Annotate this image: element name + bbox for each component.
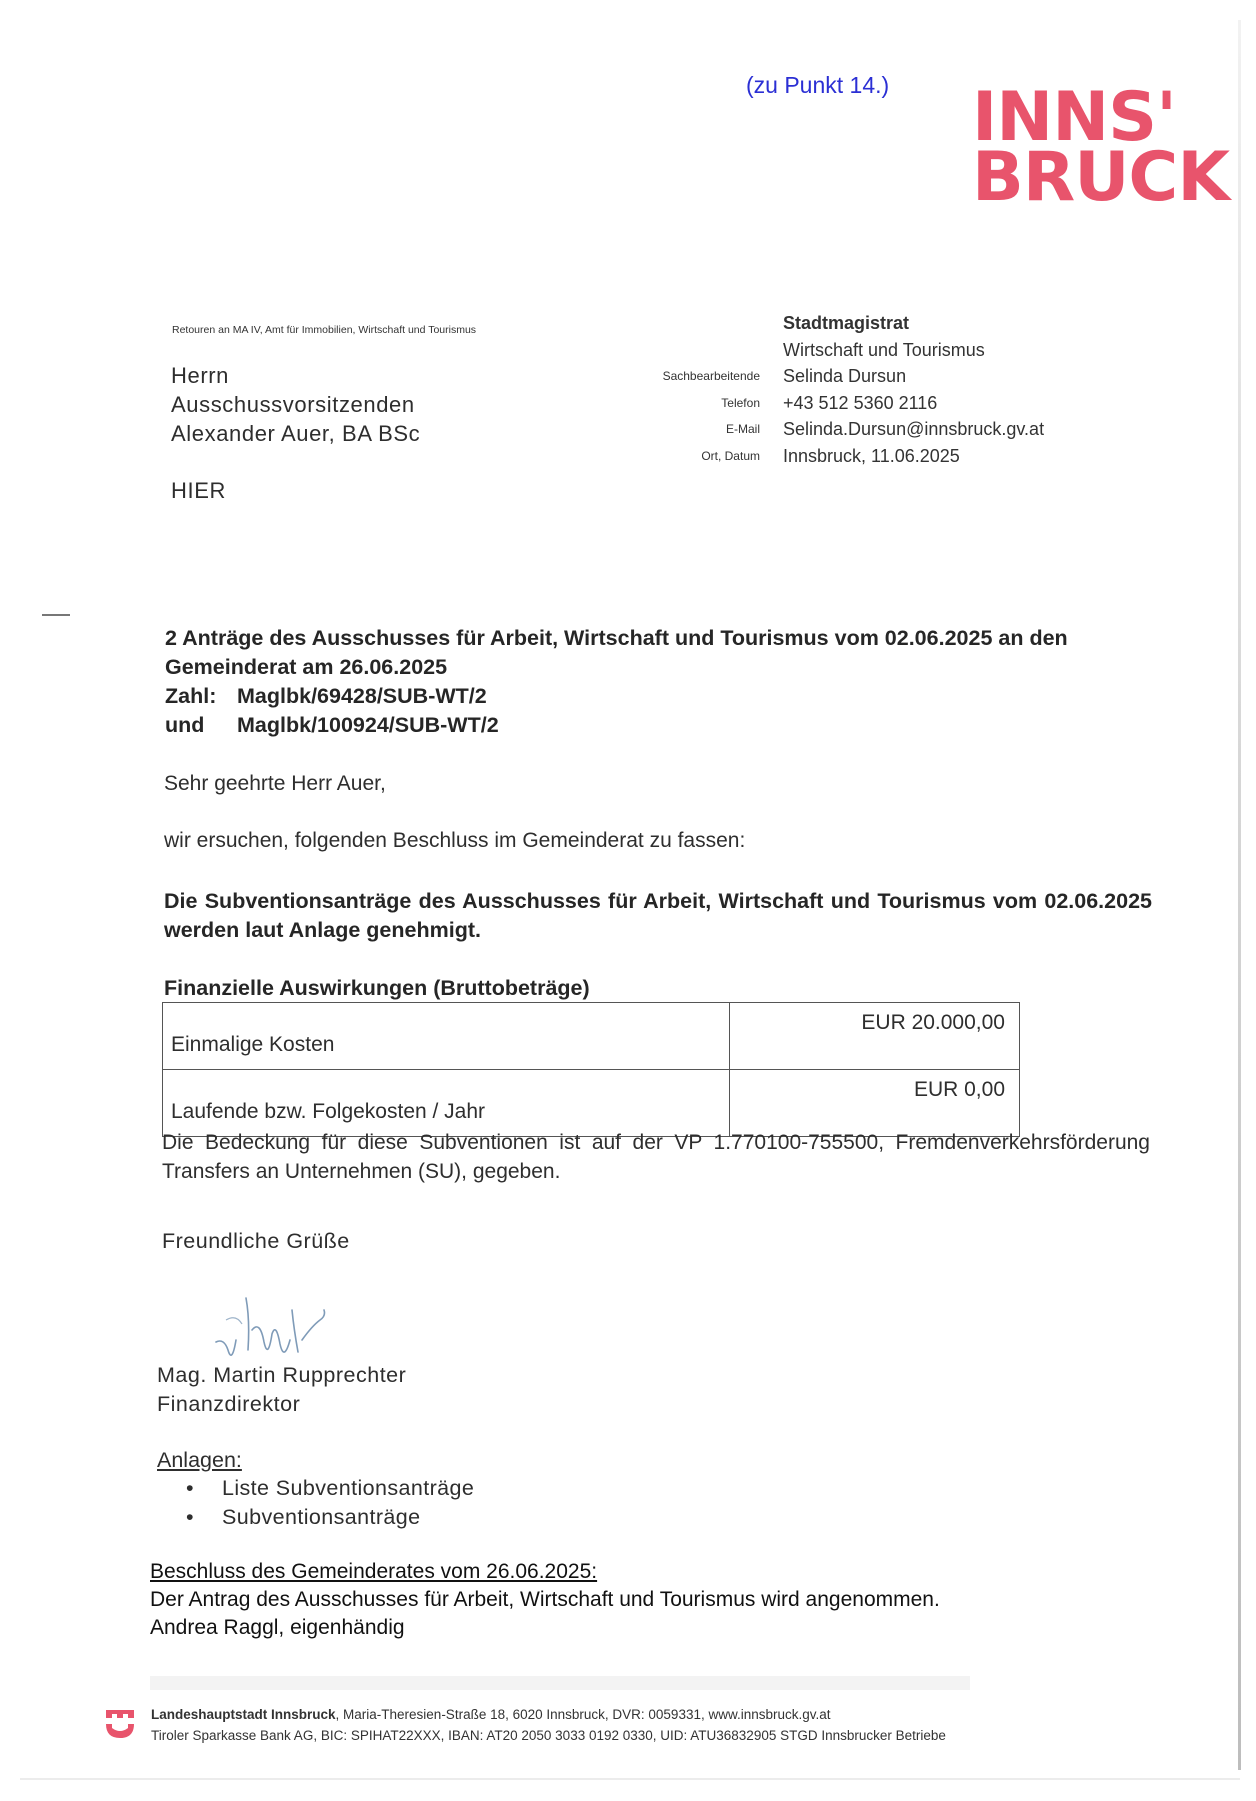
recipient-block (171, 361, 420, 448)
cost-label: Einmalige Kosten (163, 1003, 730, 1070)
innsbruck-logo (972, 78, 1230, 217)
recipient-location: HIER (171, 478, 226, 503)
sender-phone: +43 512 5360 2116 (783, 392, 938, 413)
letter-salutation: Sehr geehrte Herr Auer, (164, 772, 386, 795)
logo-line-1: INNS' (972, 78, 1176, 157)
footer-bank: Tiroler Sparkasse Bank AG, BIC: SPIHAT22XXX, IBAN: AT20 2050 3033 0192 0330, UID: ATU36832905 STGD Innsbrucker Betriebe (151, 1728, 946, 1743)
cost-amount: EUR 0,00 (730, 1070, 1020, 1137)
clerk-label: Sachbearbeitende (662, 369, 760, 383)
sender-dept: Wirtschaft und Tourismus (783, 339, 985, 360)
cost-label: Laufende bzw. Folgekosten / Jahr (163, 1070, 730, 1137)
subject-block (165, 624, 1068, 740)
recipient-salutation: Herrn (171, 363, 230, 388)
subject-line-2: Gemeinderat am 26.06.2025 (165, 655, 448, 679)
decision-title: Beschluss des Gemeinderates vom 26.06.2025: (150, 1560, 598, 1583)
list-item: • Subventionsanträge (186, 1505, 421, 1529)
faint-scan-artifact (150, 1676, 970, 1690)
logo-line-2: BRUCK (972, 138, 1230, 217)
return-address: Retouren an MA IV, Amt für Immobilien, Wirtschaft und Tourismus (172, 324, 477, 336)
recipient-role: Ausschussvorsitzenden (171, 392, 415, 417)
footer-address: , Maria-Theresien-Straße 18, 6020 Innsbruck, DVR: 0059331, www.innsbruck.gv.at (335, 1707, 831, 1722)
decision-text: Der Antrag des Ausschusses für Arbeit, Wirtschaft und Tourismus wird angenommen. (150, 1588, 940, 1611)
agenda-reference: (zu Punkt 14.) (746, 72, 890, 98)
list-item: • Liste Subventionsanträge (186, 1476, 475, 1500)
coverage-text: Die Bedeckung für diese Subventionen ist auf der VP 1.770100-755500, Fremdenverkehrsförderung Transfers an Unternehmen (SU), gegeben. (162, 1131, 1150, 1183)
attachments-title: Anlagen: (157, 1448, 242, 1472)
zahl-1: Maglbk/69428/SUB-WT/2 (237, 684, 487, 708)
council-decision (150, 1558, 940, 1642)
attachment-label: Liste Subventionsanträge (222, 1476, 475, 1500)
request-text: wir ersuchen, folgenden Beschluss im Gemeinderat zu fassen: (164, 829, 746, 852)
sender-org: Stadtmagistrat (783, 313, 910, 333)
sender-clerk: Selinda Dursun (783, 366, 907, 386)
page-bottom-edge (20, 1778, 1240, 1780)
footer (151, 1704, 946, 1746)
attachment-label: Subventionsanträge (222, 1505, 421, 1529)
table-row (163, 1070, 1020, 1137)
fold-mark (42, 614, 70, 616)
city-emblem-icon (104, 1708, 136, 1738)
und-label: und (165, 713, 205, 737)
phone-label: Telefon (721, 395, 760, 410)
email-label: E-Mail (725, 422, 760, 436)
subject-line-1: 2 Anträge des Ausschusses für Arbeit, Wirtschaft und Tourismus vom 02.06.2025 an den (165, 626, 1068, 650)
recipient-name: Alexander Auer, BA BSc (171, 421, 421, 446)
zahl-label: Zahl: (165, 684, 217, 708)
signer-title: Finanzdirektor (157, 1392, 301, 1416)
date-label: Ort, Datum (701, 448, 760, 463)
sender-email: Selinda.Dursun@innsbruck.gv.at (783, 419, 1045, 439)
signer-block (157, 1361, 406, 1419)
resolution-text: Die Subventionsanträge des Ausschusses für Arbeit, Wirtschaft und Tourismus vom 02.06.2025 werden laut Anlage genehmigt. (164, 889, 1152, 942)
financial-table (162, 1002, 1020, 1137)
closing-greeting: Freundliche Grüße (162, 1229, 350, 1253)
page-edge (1238, 20, 1241, 1770)
footer-org: Landeshauptstadt Innsbruck (151, 1707, 336, 1722)
signer-name: Mag. Martin Rupprechter (157, 1363, 407, 1387)
zahl-2: Maglbk/100924/SUB-WT/2 (237, 713, 499, 737)
table-row (163, 1003, 1020, 1070)
sender-labels (600, 310, 760, 469)
attachments-list (186, 1474, 474, 1532)
cost-amount: EUR 20.000,00 (730, 1003, 1020, 1070)
sender-block (783, 310, 1044, 469)
sender-date: Innsbruck, 11.06.2025 (783, 445, 960, 466)
financial-title: Finanzielle Auswirkungen (Bruttobeträge) (164, 976, 590, 1000)
decision-signed: Andrea Raggl, eigenhändig (150, 1616, 405, 1639)
